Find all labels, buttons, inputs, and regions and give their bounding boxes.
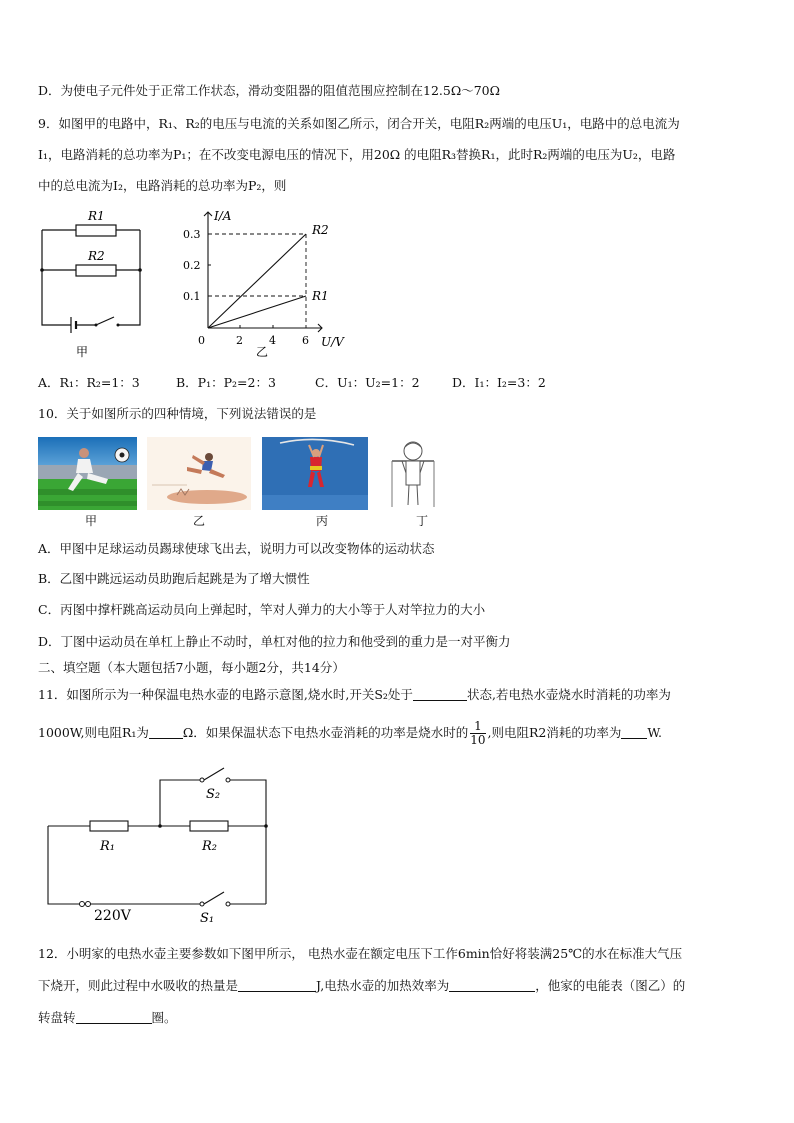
- q9-option-d: D．I₁：I₂=3：2: [452, 375, 546, 390]
- line-r1: [208, 296, 306, 328]
- photo-football-player: [38, 437, 137, 510]
- resistor-r1-label: R₁: [100, 839, 115, 854]
- q9-stem-line1: 9．如图甲的电路中，R₁、R₂的电压与电流的关系如图乙所示，闭合开关，电阻R₂两端的电压U₁，电路中的总电流为: [38, 116, 680, 131]
- q11-text-c: 1000W,则电阻R₁为: [38, 725, 149, 740]
- q11-fraction: [470, 720, 485, 747]
- q11-text-e: ,则电阻R2消耗的功率为: [487, 725, 622, 740]
- q9-circuit-diagram: [36, 200, 156, 360]
- graph-label-r2: R2: [312, 223, 329, 237]
- photo-horizontal-bar: [384, 437, 439, 510]
- q9-option-b: B．P₁：P₂=2：3: [176, 375, 276, 390]
- voltage-label: 220V: [94, 908, 131, 924]
- q9-stem-line2: I₁，电路消耗的总功率为P₁；在不改变电源电压的情况下，用20Ω 的电阻R₃替换R₁，此时R₂两端的电压为U₂，电路: [38, 147, 676, 162]
- ytick-0.1: 0.1: [183, 290, 201, 303]
- graph-caption: 乙: [256, 345, 269, 359]
- photo-caption-yi: 乙: [193, 514, 206, 528]
- switch-s1-label: S₁: [200, 911, 215, 926]
- q9-iv-graph: [180, 200, 350, 360]
- photo-caption-bing: 丙: [316, 514, 329, 528]
- fraction-numerator: 1: [470, 720, 485, 734]
- q10-stem: 10．关于如图所示的四种情境，下列说法错误的是: [38, 406, 317, 421]
- q12-text-d: ，他家的电能表（图乙）的: [535, 978, 686, 993]
- q12-text-f: 圈。: [151, 1010, 177, 1025]
- section-title-fill-in: 二、填空题（本大题包括7小题，每小题2分，共14分）: [38, 660, 345, 675]
- photo-caption-ding: 丁: [416, 514, 429, 528]
- xtick-2: 2: [236, 334, 243, 347]
- q9-option-c: C．U₁：U₂=1：2: [315, 375, 420, 390]
- q12-blank-3[interactable]: [76, 1010, 152, 1024]
- resistor-r2-symbol: [76, 265, 116, 276]
- q12-text-e: 转盘转: [38, 1010, 76, 1025]
- q10-option-c: C．丙图中撑杆跳高运动员向上弹起时，竿对人弹力的大小等于人对竿拉力的大小: [38, 602, 486, 617]
- q12-text-c: J,电热水壶的加热效率为: [316, 978, 450, 993]
- resistor-r1-symbol: [76, 225, 116, 236]
- switch-s2-blade: [204, 768, 224, 780]
- photo-caption-jia: 甲: [85, 514, 98, 528]
- q9-stem-line3: 中的总电流为I₂，电路消耗的总功率为P₂，则: [38, 178, 287, 193]
- photo-pole-vault: [262, 437, 368, 510]
- line-r2: [208, 234, 306, 328]
- q12-text-b: 下烧开，则此过程中水吸收的热量是: [38, 978, 239, 993]
- graph-origin: 0: [198, 334, 205, 347]
- q11-kettle-circuit: [40, 760, 280, 928]
- q10-option-d: D．丁图中运动员在单杠上静止不动时，单杠对他的拉力和他受到的重力是一对平衡力: [38, 634, 511, 649]
- q11-text-a: 11．如图所示为一种保温电热水壶的电路示意图,烧水时,开关S₂处于: [38, 687, 413, 702]
- q10-option-b: B．乙图中跳远运动员助跑后起跳是为了增大惯性: [38, 571, 310, 586]
- q11-blank-3[interactable]: [621, 725, 647, 739]
- fraction-denominator: 10: [470, 733, 486, 747]
- q11-text-b: 状态,若电热水壶烧水时消耗的功率为: [466, 687, 671, 702]
- xtick-6: 6: [302, 334, 309, 347]
- q12-line3: [38, 1009, 177, 1027]
- graph-ylabel: I/A: [214, 209, 232, 223]
- q10-option-a: A．甲图中足球运动员踢球使球飞出去，说明力可以改变物体的运动状态: [38, 541, 435, 556]
- photo-long-jump: [147, 437, 251, 510]
- resistor-r2-label: R₂: [202, 839, 217, 854]
- resistor-r2-symbol: [190, 821, 228, 831]
- q11-text-d: Ω．如果保温状态下电热水壶消耗的功率是烧水时的: [182, 725, 469, 740]
- graph-xlabel: U/V: [321, 335, 344, 349]
- q11-blank-1[interactable]: [413, 687, 467, 701]
- circuit-label-r2: R2: [88, 249, 105, 263]
- graph-label-r1: R1: [312, 289, 329, 303]
- switch-s2-label: S₂: [206, 787, 221, 802]
- q12-blank-2[interactable]: [449, 978, 535, 992]
- switch-s1-blade: [204, 892, 224, 904]
- q12-line1: 12．小明家的电热水壶主要参数如下图甲所示， 电热水壶在额定电压下工作6min恰好将装满25℃的水在标准大气压: [38, 946, 683, 961]
- q11-blank-2[interactable]: [149, 725, 183, 739]
- q9-option-a: A．R₁：R₂=1：3: [38, 375, 140, 390]
- q11-line2: [38, 718, 662, 748]
- q12-blank-1[interactable]: [238, 978, 316, 992]
- q8-option-d: D．为使电子元件处于正常工作状态，滑动变阻器的阻值范围应控制在12.5Ω～70Ω: [38, 83, 500, 98]
- ytick-0.3: 0.3: [183, 228, 201, 241]
- ytick-0.2: 0.2: [183, 259, 201, 272]
- circuit-label-r1: R1: [88, 209, 105, 223]
- xtick-4: 4: [269, 334, 276, 347]
- q11-line1: [38, 686, 671, 704]
- resistor-r1-symbol: [90, 821, 128, 831]
- q11-text-f: W.: [647, 725, 663, 740]
- circuit-caption: 甲: [76, 345, 89, 359]
- q12-line2: [38, 977, 685, 995]
